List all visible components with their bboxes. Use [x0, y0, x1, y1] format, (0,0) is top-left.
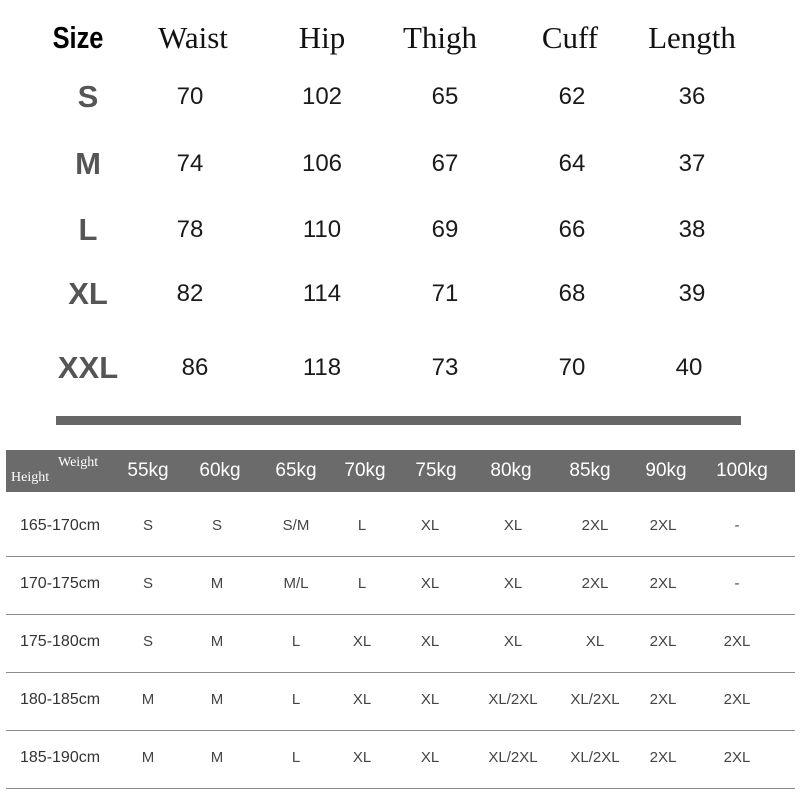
- size-value: 2XL: [649, 575, 677, 592]
- size-value: XL/2XL: [488, 749, 538, 766]
- table-row: [6, 554, 795, 615]
- size-value: XL: [420, 517, 440, 534]
- size-label: XL: [68, 276, 108, 311]
- hip-value: 114: [302, 280, 342, 307]
- size-row: [0, 210, 800, 250]
- weight-col-header: 65kg: [275, 460, 317, 481]
- corner-weight-label: Weight: [58, 455, 99, 470]
- size-row: [0, 274, 800, 314]
- size-label: XXL: [57, 350, 119, 385]
- size-value: XL: [352, 749, 372, 766]
- size-value: XL: [420, 575, 440, 592]
- size-value: 2XL: [649, 749, 677, 766]
- size-value: M: [210, 749, 224, 766]
- size-value: -: [734, 517, 740, 534]
- size-value: 2XL: [581, 517, 609, 534]
- height-label: 175-180cm: [20, 633, 101, 650]
- size-value: L: [291, 749, 301, 766]
- length-value: 39: [678, 280, 706, 307]
- size-value: XL: [352, 691, 372, 708]
- size-value: S: [142, 517, 153, 534]
- size-value: 2XL: [723, 691, 751, 708]
- header-thigh: Thigh: [402, 20, 478, 55]
- size-value: M: [210, 633, 224, 650]
- size-value: L: [357, 517, 367, 534]
- hip-value: 110: [302, 216, 342, 243]
- hip-value: 106: [301, 150, 343, 177]
- size-row: [0, 348, 800, 388]
- length-value: 40: [675, 354, 703, 381]
- size-value: S: [142, 633, 153, 650]
- thigh-value: 69: [431, 216, 459, 243]
- waist-value: 74: [176, 150, 204, 177]
- header-length: Length: [648, 20, 736, 55]
- size-label: L: [78, 212, 98, 247]
- size-value: XL/2XL: [570, 749, 620, 766]
- size-value: XL: [420, 691, 440, 708]
- size-row: [0, 144, 800, 184]
- weight-col-header: 100kg: [716, 460, 768, 481]
- size-value: -: [734, 575, 740, 592]
- cuff-value: 64: [558, 150, 586, 177]
- size-value: XL: [420, 633, 440, 650]
- table-row: [6, 612, 795, 673]
- size-value: XL/2XL: [570, 691, 620, 708]
- size-value: M: [210, 691, 224, 708]
- table-row: [6, 496, 795, 557]
- size-value: S: [142, 575, 153, 592]
- cuff-value: 66: [558, 216, 586, 243]
- size-value: 2XL: [649, 633, 677, 650]
- hip-value: 118: [302, 354, 342, 381]
- height-label: 170-175cm: [20, 575, 101, 592]
- weight-col-header: 90kg: [645, 460, 687, 481]
- size-value: 2XL: [723, 633, 751, 650]
- cuff-value: 62: [558, 83, 586, 110]
- size-value: M: [141, 749, 155, 766]
- thigh-value: 67: [431, 150, 459, 177]
- table-row: [6, 728, 795, 789]
- waist-value: 86: [181, 354, 209, 381]
- weight-col-header: 75kg: [415, 460, 457, 481]
- length-value: 36: [678, 83, 706, 110]
- height-label: 180-185cm: [20, 691, 101, 708]
- size-label: M: [75, 146, 101, 181]
- size-label: S: [77, 79, 99, 114]
- size-value: S: [211, 517, 222, 534]
- weight-header-row: [6, 450, 795, 492]
- size-row: [0, 77, 800, 117]
- size-value: L: [291, 633, 301, 650]
- header-size: Size: [52, 20, 104, 55]
- header-waist: Waist: [158, 20, 228, 55]
- size-value: XL/2XL: [488, 691, 538, 708]
- weight-col-header: 60kg: [199, 460, 241, 481]
- size-value: 2XL: [581, 575, 609, 592]
- length-value: 38: [678, 216, 706, 243]
- cuff-value: 68: [558, 280, 586, 307]
- size-value: M: [210, 575, 224, 592]
- size-value: S/M: [282, 517, 310, 534]
- size-value: L: [291, 691, 301, 708]
- size-value: XL: [503, 575, 523, 592]
- length-value: 37: [678, 150, 706, 177]
- size-value: XL: [352, 633, 372, 650]
- table-row: [6, 670, 795, 731]
- weight-col-header: 70kg: [344, 460, 386, 481]
- size-value: 2XL: [649, 517, 677, 534]
- header-hip: Hip: [298, 20, 346, 55]
- thigh-value: 65: [431, 83, 459, 110]
- size-value: L: [357, 575, 367, 592]
- height-label: 165-170cm: [20, 517, 101, 534]
- corner-height-label: Height: [11, 470, 50, 485]
- divider-bar: [56, 416, 741, 425]
- waist-value: 82: [176, 280, 204, 307]
- size-value: XL: [503, 517, 523, 534]
- waist-value: 78: [176, 216, 204, 243]
- size-value: M: [141, 691, 155, 708]
- weight-col-header: 80kg: [490, 460, 532, 481]
- size-value: XL: [585, 633, 605, 650]
- height-label: 185-190cm: [20, 749, 101, 766]
- size-value: M/L: [283, 575, 309, 592]
- waist-value: 70: [176, 83, 204, 110]
- weight-col-header: 55kg: [127, 460, 169, 481]
- hip-value: 102: [301, 83, 343, 110]
- size-value: XL: [420, 749, 440, 766]
- weight-col-header: 85kg: [569, 460, 611, 481]
- size-value: XL: [503, 633, 523, 650]
- cuff-value: 70: [558, 354, 586, 381]
- size-value: 2XL: [649, 691, 677, 708]
- thigh-value: 73: [431, 354, 459, 381]
- header-cuff: Cuff: [541, 20, 599, 55]
- thigh-value: 71: [431, 280, 459, 307]
- size-value: 2XL: [723, 749, 751, 766]
